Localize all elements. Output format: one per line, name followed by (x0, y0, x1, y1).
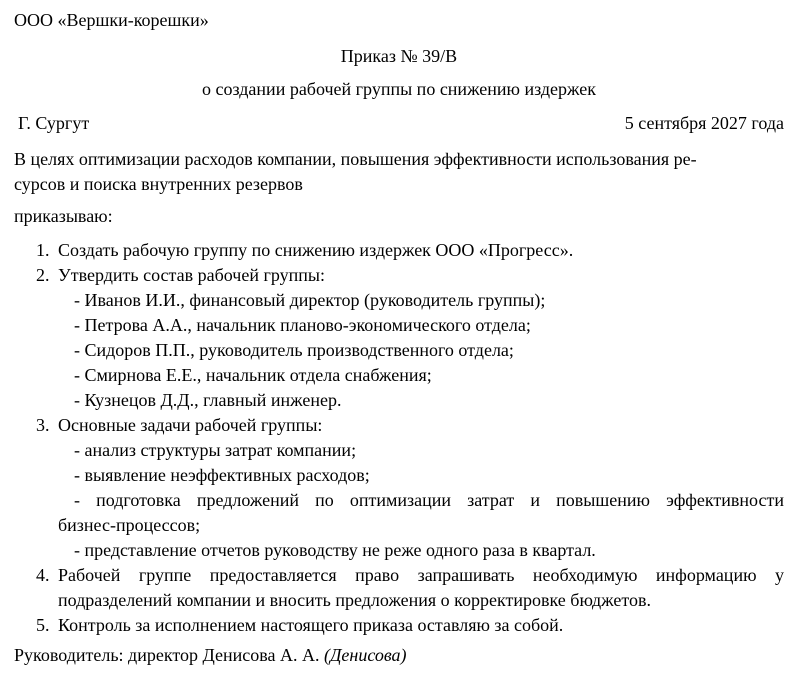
list-item-number: 2. (36, 265, 50, 285)
list-item-text: Контроль за исполнением настоящего приказа оставляю за собой. (58, 615, 564, 635)
list-item (36, 263, 325, 287)
document-title: Приказ № 39/В (340, 46, 458, 66)
member-item: - Иванов И.И., финансовый директор (руководитель группы); (74, 290, 546, 310)
list-item (36, 413, 322, 437)
member-item: - Кузнецов Д.Д., главный инженер. (74, 390, 342, 410)
signature-block (14, 643, 407, 667)
signature-label: Руководитель: директор Денисова А. А. (14, 645, 320, 665)
list-item-text: Утвердить состав рабочей группы: (58, 265, 325, 285)
preamble-line-1: В целях оптимизации расходов компании, повышения эффективности использования ре- (14, 149, 697, 169)
list-item-number: 3. (36, 415, 50, 435)
document-date: 5 сентября 2027 года (624, 113, 784, 133)
task-item: - анализ структуры затрат компании; (74, 440, 357, 460)
member-item: - Петрова А.А., начальник планово-экономического отдела; (74, 315, 531, 335)
member-item: - Сидоров П.П., руководитель производственного отдела; (74, 340, 514, 360)
list-item (36, 613, 563, 637)
organization-name: ООО «Вершки-корешки» (14, 10, 209, 30)
task-item: - подготовка предложений по оптимизации затрат и повышению эффективности (74, 490, 784, 510)
order-word: приказываю: (14, 206, 113, 226)
list-item-text: Рабочей группе предоставляется право запрашивать необходимую информацию у (58, 565, 784, 585)
preamble-line-2: сурсов и поиска внутренних резервов (14, 174, 303, 194)
task-item: - выявление неэффективных расходов; (74, 465, 370, 485)
list-item-number: 5. (36, 615, 50, 635)
list-item-text: Создать рабочую группу по снижению издержек ООО «Прогресс». (58, 240, 574, 260)
list-item (36, 238, 573, 262)
list-item-number: 1. (36, 240, 50, 260)
list-item-continuation: подразделений компании и вносить предложения о корректировке бюджетов. (58, 590, 651, 610)
list-item-text: Основные задачи рабочей группы: (58, 415, 323, 435)
list-item-number: 4. (36, 565, 50, 585)
task-item-continuation: бизнес-процессов; (58, 515, 201, 535)
task-item: - представление отчетов руководству не реже одного раза в квартал. (74, 540, 596, 560)
member-item: - Смирнова Е.Е., начальник отдела снабжения; (74, 365, 432, 385)
list-item (36, 563, 784, 587)
document-city: Г. Сургут (18, 113, 90, 133)
document-subtitle: о создании рабочей группы по снижению издержек (202, 79, 596, 99)
signature-handwritten: (Денисова) (323, 645, 407, 665)
